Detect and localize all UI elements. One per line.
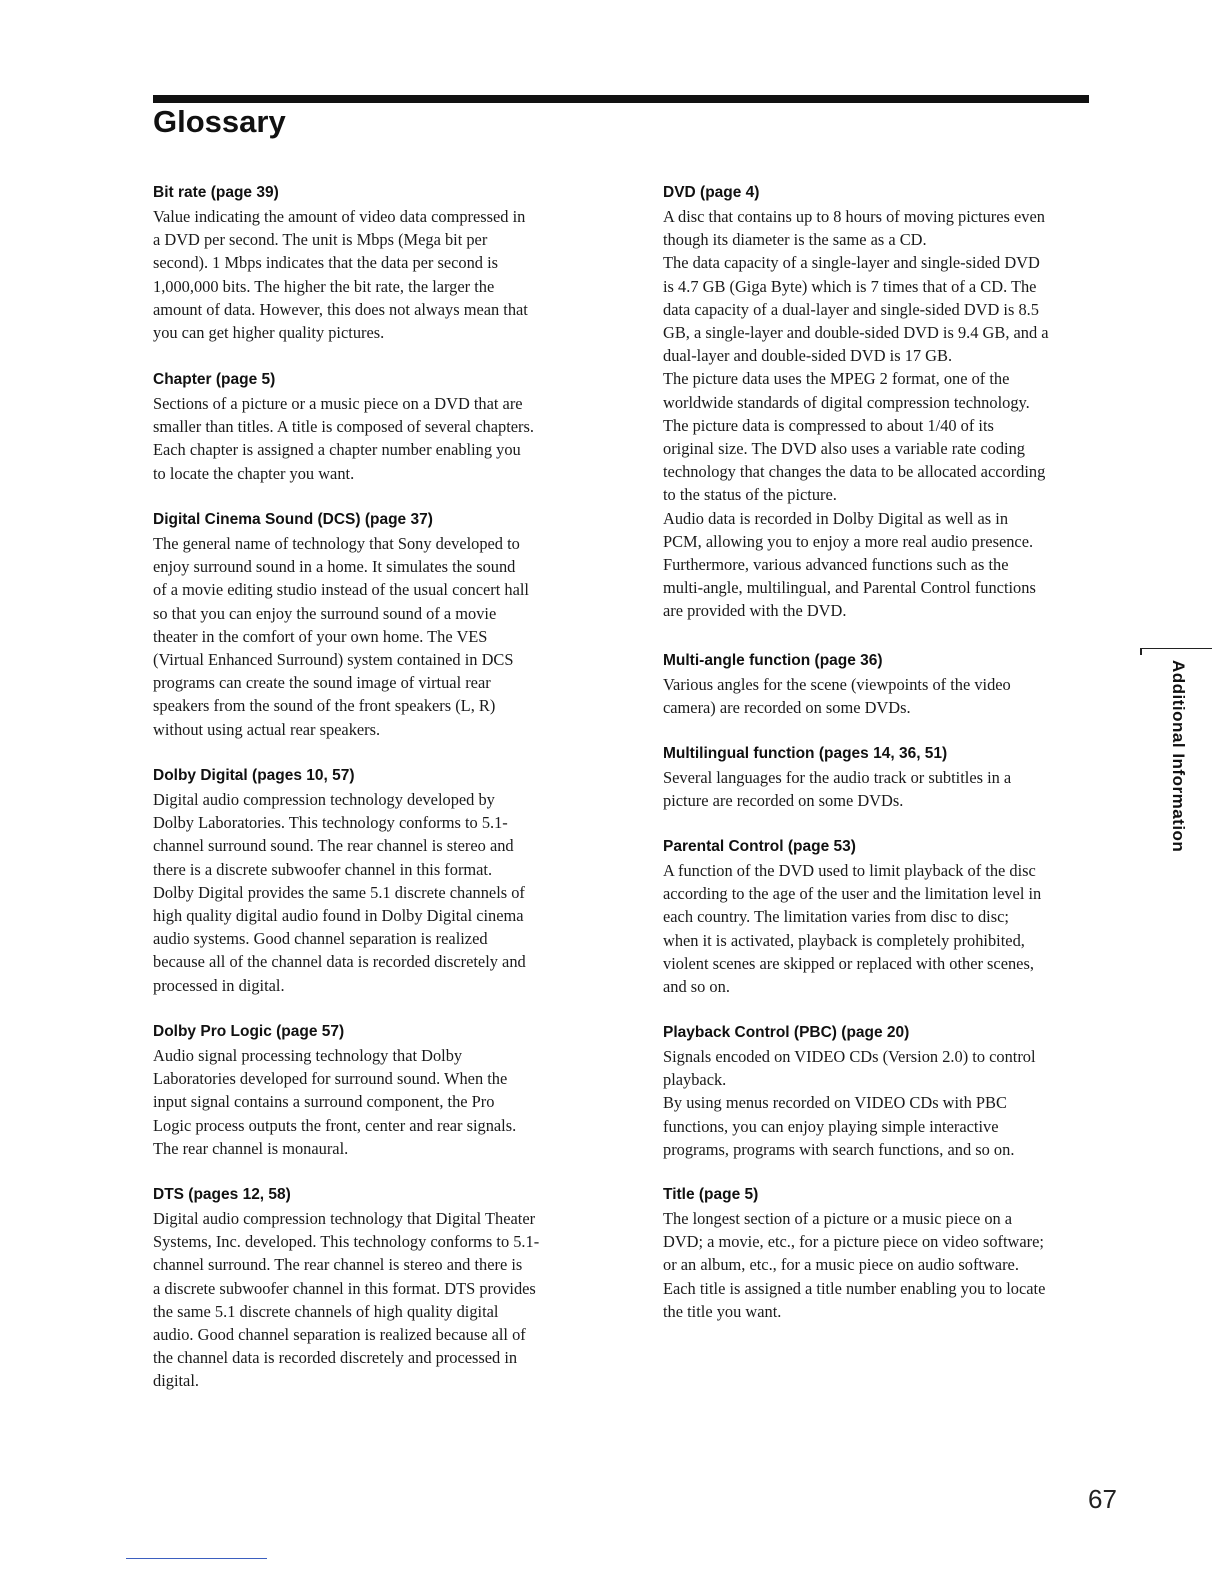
definition-line: The picture data uses the MPEG 2 format, one of the — [663, 369, 1010, 389]
glossary-definition — [663, 766, 1119, 812]
page-number: 67 — [1088, 1484, 1117, 1514]
glossary-term: Bit rate (page 39) — [153, 184, 279, 201]
definition-line: you can get higher quality pictures. — [153, 323, 385, 343]
definition-line: input signal contains a surround component, the Pro — [153, 1092, 495, 1112]
footer-rule — [126, 1558, 267, 1559]
section-tab-bracket — [1140, 648, 1212, 655]
definition-line: Value indicating the amount of video data compressed in — [153, 207, 526, 226]
definition-line: audio systems. Good channel separation is realized — [153, 929, 488, 949]
definition-line: without using actual rear speakers. — [153, 719, 381, 739]
definition-line: so that you can enjoy the surround sound of a movie — [153, 603, 497, 623]
definition-line: theater in the comfort of your own home. The VES — [153, 626, 488, 646]
definition-line: By using menus recorded on VIDEO CDs with PBC — [663, 1093, 1007, 1113]
definition-line: each country. The limitation varies from disc to disc; — [663, 907, 1009, 927]
definition-line: worldwide standards of digital compression technology. — [663, 392, 1030, 412]
definition-line: channel surround sound. The rear channel is stereo and — [153, 836, 514, 856]
glossary-term: DVD (page 4) — [663, 184, 760, 201]
glossary-term: DTS (pages 12, 58) — [153, 1186, 291, 1203]
glossary-entry-playback-control — [663, 1022, 1119, 1161]
definition-line: processed in digital. — [153, 975, 285, 995]
definition-line: though its diameter is the same as a CD. — [663, 230, 927, 250]
glossary-entry-multilingual — [663, 743, 1119, 812]
definition-line: Laboratories developed for surround sound. When the — [153, 1069, 508, 1089]
glossary-definition — [153, 532, 608, 741]
definition-line: the title you want. — [663, 1301, 782, 1321]
definition-line: Logic process outputs the front, center and rear signals. — [153, 1115, 517, 1135]
glossary-definition — [153, 1207, 608, 1393]
glossary-definition — [663, 1045, 1119, 1161]
definition-line: dual-layer and double-sided DVD is 17 GB. — [663, 346, 953, 366]
glossary-entry-parental-control — [663, 836, 1119, 998]
glossary-definition — [153, 788, 608, 997]
glossary-term: Multi-angle function (page 36) — [663, 652, 883, 669]
definition-line: The rear channel is monaural. — [153, 1138, 349, 1158]
definition-line: The general name of technology that Sony developed to — [153, 534, 520, 553]
glossary-entry-bit-rate — [153, 182, 608, 344]
definition-line: according to the age of the user and the limitation level in — [663, 884, 1042, 904]
glossary-term: Title (page 5) — [663, 1186, 759, 1203]
definition-line: violent scenes are skipped or replaced with other scenes, — [663, 953, 1034, 973]
definition-line: Signals encoded on VIDEO CDs (Version 2.0) to control — [663, 1047, 1036, 1066]
definition-line: Several languages for the audio track or subtitles in a — [663, 768, 1012, 787]
definition-line: enjoy surround sound in a home. It simulates the sound — [153, 557, 516, 577]
glossary-definition — [663, 673, 1119, 719]
glossary-definition — [153, 1044, 608, 1160]
definition-line: original size. The DVD also uses a variable rate coding — [663, 439, 1025, 459]
glossary-term: Digital Cinema Sound (DCS) (page 37) — [153, 511, 433, 528]
definition-line: second). 1 Mbps indicates that the data per second is — [153, 253, 499, 273]
glossary-definition — [153, 205, 608, 344]
definition-line: A function of the DVD used to limit playback of the disc — [663, 861, 1036, 880]
glossary-entry-chapter — [153, 369, 608, 485]
definition-line: functions, you can enjoy playing simple interactive — [663, 1116, 999, 1136]
definition-line: Dolby Digital provides the same 5.1 discrete channels of — [153, 882, 525, 902]
glossary-term: Dolby Pro Logic (page 57) — [153, 1023, 345, 1040]
definition-line: a DVD per second. The unit is Mbps (Mega bit per — [153, 230, 488, 250]
definition-line: and so on. — [663, 977, 730, 997]
definition-line: Audio signal processing technology that Dolby — [153, 1046, 463, 1065]
definition-line: the same 5.1 discrete channels of high quality digital — [153, 1301, 499, 1321]
glossary-entry-multi-angle — [663, 650, 1119, 719]
definition-line: of a movie editing studio instead of the usual concert hall — [153, 580, 529, 600]
definition-line: speakers from the sound of the front speakers (L, R) — [153, 696, 496, 716]
definition-line: multi-angle, multilingual, and Parental Control functions — [663, 578, 1036, 598]
glossary-term: Playback Control (PBC) (page 20) — [663, 1024, 910, 1041]
definition-line: when it is activated, playback is completely prohibited, — [663, 930, 1025, 950]
glossary-entry-dolby-pro-logic — [153, 1021, 608, 1160]
glossary-term: Parental Control (page 53) — [663, 838, 856, 855]
definition-line: because all of the channel data is recorded discretely and — [153, 952, 526, 972]
definition-line: to locate the chapter you want. — [153, 463, 355, 483]
definition-line: Audio data is recorded in Dolby Digital as well as in — [663, 508, 1009, 528]
glossary-term: Dolby Digital (pages 10, 57) — [153, 767, 355, 784]
header-rule — [153, 95, 1089, 103]
definition-line: Each title is assigned a title number enabling you to locate — [663, 1278, 1046, 1298]
definition-line: there is a discrete subwoofer channel in this format. — [153, 859, 493, 879]
definition-line: Dolby Laboratories. This technology conforms to 5.1- — [153, 813, 508, 833]
definition-line: Each chapter is assigned a chapter number enabling you — [153, 440, 521, 460]
definition-line: Sections of a picture or a music piece on a DVD that are — [153, 394, 523, 413]
definition-line: The picture data is compressed to about 1/40 of its — [663, 415, 994, 435]
definition-line: digital. — [153, 1371, 199, 1391]
page-title: Glossary — [153, 104, 286, 139]
definition-line: Furthermore, various advanced functions such as the — [663, 555, 1009, 575]
definition-line: are provided with the DVD. — [663, 601, 847, 621]
definition-line: The data capacity of a single-layer and single-sided DVD — [663, 253, 1040, 273]
definition-line: to the status of the picture. — [663, 485, 837, 505]
definition-line: Digital audio compression technology that Digital Theater — [153, 1209, 536, 1228]
definition-line: picture are recorded on some DVDs. — [663, 791, 904, 811]
definition-line: Systems, Inc. developed. This technology conforms to 5.1- — [153, 1232, 540, 1252]
definition-line: a discrete subwoofer channel in this format. DTS provides — [153, 1278, 536, 1298]
definition-line: audio. Good channel separation is realized because all of — [153, 1325, 526, 1345]
definition-line: channel surround. The rear channel is stereo and there is — [153, 1255, 523, 1275]
definition-line: the channel data is recorded discretely and processed in — [153, 1348, 518, 1368]
definition-line: Various angles for the scene (viewpoints of the video — [663, 675, 1011, 694]
definition-line: technology that changes the data to be allocated according — [663, 462, 1046, 482]
definition-line: GB, a single-layer and double-sided DVD is 9.4 GB, and a — [663, 323, 1049, 343]
definition-line: 1,000,000 bits. The higher the bit rate, the larger the — [153, 276, 495, 296]
definition-line: camera) are recorded on some DVDs. — [663, 698, 911, 718]
glossary-term: Multilingual function (pages 14, 36, 51) — [663, 745, 948, 762]
definition-line: Digital audio compression technology developed by — [153, 790, 495, 809]
definition-line: The longest section of a picture or a music piece on a — [663, 1209, 1013, 1228]
definition-line: (Virtual Enhanced Surround) system contained in DCS — [153, 650, 514, 670]
definition-line: programs can create the sound image of virtual rear — [153, 673, 491, 693]
glossary-definition — [663, 205, 1119, 623]
definition-line: playback. — [663, 1070, 727, 1090]
glossary-entry-title — [663, 1184, 1119, 1323]
definition-line: or an album, etc., for a music piece on audio software. — [663, 1255, 1019, 1275]
definition-line: A disc that contains up to 8 hours of moving pictures even — [663, 207, 1045, 226]
definition-line: amount of data. However, this does not always mean that — [153, 299, 528, 319]
definition-line: is 4.7 GB (Giga Byte) which is 7 times that of a CD. The — [663, 276, 1037, 296]
definition-line: data capacity of a dual-layer and single-sided DVD is 8.5 — [663, 299, 1039, 319]
glossary-term: Chapter (page 5) — [153, 371, 276, 388]
glossary-entry-dvd — [663, 182, 1119, 623]
section-tab-label: Additional Information — [1169, 660, 1188, 853]
glossary-entry-digital-cinema-sound — [153, 509, 608, 741]
glossary-entry-dts — [153, 1184, 608, 1393]
definition-line: PCM, allowing you to enjoy a more real audio presence. — [663, 531, 1034, 551]
definition-line: high quality digital audio found in Dolby Digital cinema — [153, 906, 524, 926]
definition-line: smaller than titles. A title is composed of several chapters. — [153, 417, 534, 437]
glossary-definition — [153, 392, 608, 485]
glossary-definition — [663, 859, 1119, 998]
glossary-entry-dolby-digital — [153, 765, 608, 997]
glossary-definition — [663, 1207, 1119, 1323]
definition-line: programs, programs with search functions, and so on. — [663, 1139, 1015, 1159]
definition-line: DVD; a movie, etc., for a picture piece on video software; — [663, 1232, 1044, 1252]
